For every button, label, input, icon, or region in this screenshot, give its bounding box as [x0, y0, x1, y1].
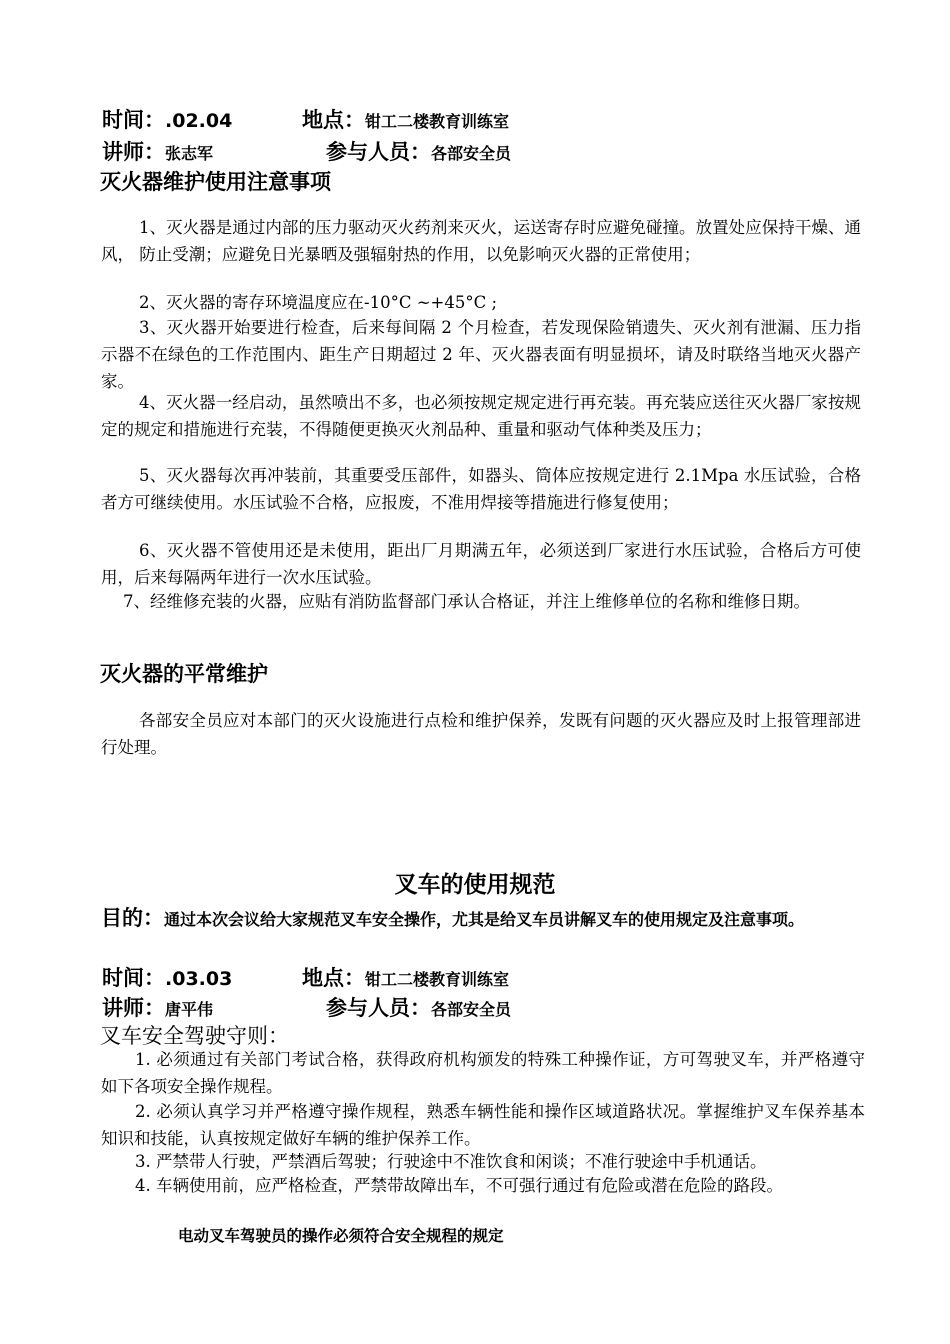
section1-item-6: 6、灭火器不管使用还是未使用，距出厂月期满五年，必须送到厂家进行水压试验，合格后方可使用，后来每隔两年进行一次水压试验。	[101, 541, 861, 587]
attendees-value: 各部安全员	[431, 1000, 512, 1019]
session2-lecturer-row	[102, 992, 512, 1022]
rule-2: 2. 必须认真学习并严格遵守操作规程，熟悉车辆性能和操作区域道路状况。掌握维护叉车保养基本知识和技能，认真按规定做好车辆的维护保养工作。	[101, 1102, 865, 1148]
time-label: 时间：	[102, 108, 165, 132]
goal-block	[101, 906, 861, 932]
time-label: 时间：	[102, 966, 165, 990]
attendees-value: 各部安全员	[431, 144, 512, 163]
lecturer-label: 讲师：	[102, 996, 165, 1020]
time-value: .02.04	[165, 110, 233, 132]
session1-lecturer-row	[102, 136, 512, 166]
place-value: 钳工二楼教育训练室	[365, 112, 510, 131]
session2-time-row	[102, 962, 510, 992]
rule-1: 1. 必须通过有关部门考试合格，获得政府机构颁发的特殊工种操作证，方可驾驶叉车，并严格遵守如下各项安全操作规程。	[101, 1050, 865, 1096]
forklift-title: 叉车的使用规范	[394, 872, 556, 898]
section1-item-3: 3、灭火器开始要进行检查，后来每间隔 2 个月检查，若发现保险销遗失、灭火剂有泄漏、压力指示器不在绿色的工作范围内、距生产日期超过 2 年、灭火器表面有明显损坏，请及时联络当地灭火器产家。	[101, 318, 861, 391]
section1-item-5: 5、灭火器每次再冲装前，其重要受压部件，如器头、筒体应按规定进行 2.1Mpa 水压试验，合格者方可继续使用。水压试验不合格，应报废，不准用焊接等措施进行修复使用；	[101, 466, 861, 512]
rule-3: 3. 严禁带人行驶，严禁酒后驾驶；行驶途中不准饮食和闲谈；不准行驶途中手机通话。	[135, 1152, 767, 1171]
rule-4: 4. 车辆使用前，应严格检查，严禁带故障出车，不可强行通过有危险或潜在危险的路段。	[135, 1176, 783, 1195]
attendees-group	[326, 136, 511, 166]
section1-item-1: 1、灭火器是通过内部的压力驱动灭火药剂来灭火，运送寄存时应避免碰撞。放置处应保持干燥、通风， 防止受潮；应避免日光暴晒及强辐射热的作用，以免影响灭火器的正常使用；	[101, 218, 861, 264]
lecturer-value: 唐平伟	[165, 1000, 214, 1019]
section2-title: 灭火器的平常维护	[100, 662, 268, 686]
goal-text: 通过本次会议给大家规范叉车安全操作，尤其是给叉车员讲解叉车的使用规定及注意事项。	[164, 910, 805, 929]
lecturer-value: 张志军	[165, 144, 214, 163]
place-label: 地点：	[302, 966, 365, 990]
section1-item-2: 2、灭火器的寄存环境温度应在-10°C ~+45°C ;	[139, 293, 498, 312]
attendees-group	[326, 992, 511, 1022]
place-label: 地点：	[302, 108, 365, 132]
lecturer-label: 讲师：	[102, 140, 165, 164]
goal-label: 目的：	[101, 906, 164, 930]
section1-item-4: 4、灭火器一经启动，虽然喷出不多，也必须按规定规定进行再充装。再充装应送往灭火器厂家按规定的规定和措施进行充装，不得随便更换灭火剂品种、重量和驱动气体种类及压力；	[101, 393, 861, 439]
place-group	[302, 104, 509, 134]
place-value: 钳工二楼教育训练室	[365, 970, 510, 989]
attendees-label: 参与人员：	[326, 140, 431, 164]
time-value: .03.03	[165, 968, 233, 990]
section1-title: 灭火器维护使用注意事项	[100, 170, 331, 194]
section1-item-7: 7、经维修充装的火器，应贴有消防监督部门承认合格证，并注上维修单位的名称和维修日期。	[123, 592, 810, 611]
session1-time-row	[102, 104, 510, 134]
section2-text: 各部安全员应对本部门的灭火设施进行点检和维护保养，发既有问题的灭火器应及时上报管理部进行处理。	[101, 711, 861, 757]
rules-title: 叉车安全驾驶守则：	[100, 1024, 289, 1048]
place-group	[302, 962, 509, 992]
attendees-label: 参与人员：	[326, 996, 431, 1020]
electric-subtitle: 电动叉车驾驶员的操作必须符合安全规程的规定	[178, 1227, 504, 1245]
